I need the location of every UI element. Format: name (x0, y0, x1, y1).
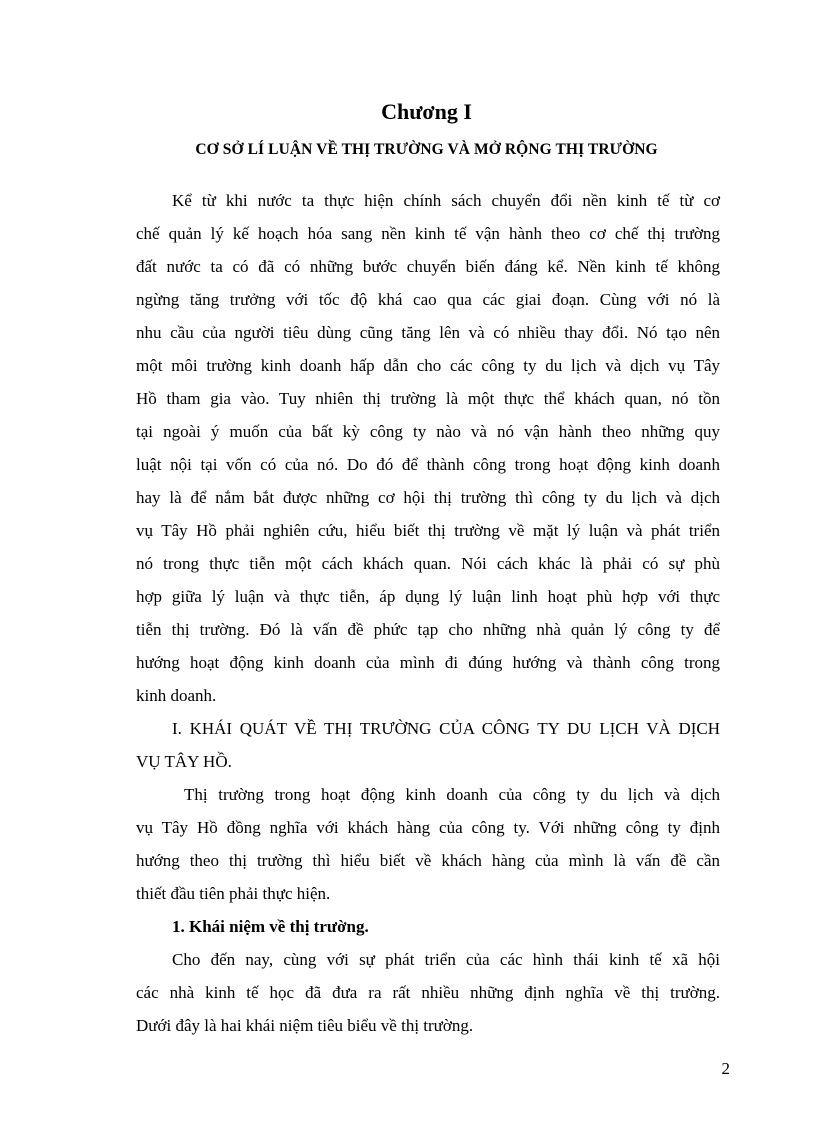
paragraph-line: Dưới đây là hai khái niệm tiêu biểu về thị trường. (136, 1016, 474, 1035)
paragraph-line: tiễn thị trường. Đó là vấn đề phức tạp cho những nhà quản lý công ty để (136, 620, 720, 639)
paragraph-line: các nhà kinh tế học đã đưa ra rất nhiều những định nghĩa về thị trường. (136, 983, 720, 1002)
paragraph-line: tại ngoài ý muốn của bất kỳ công ty nào và nó vận hành theo những quy (136, 422, 720, 441)
paragraph-line: nó trong thực tiễn một cách khách quan. Nói cách khác là phải có sự phù (136, 554, 720, 573)
paragraph-line: Kể từ khi nước ta thực hiện chính sách chuyển đổi nền kinh tế từ cơ (172, 191, 720, 210)
paragraph-line: một môi trường kinh doanh hấp dẫn cho các công ty du lịch và dịch vụ Tây (136, 356, 720, 375)
paragraph-line: hay là để nắm bắt được những cơ hội thị trường thì công ty du lịch và dịch (136, 488, 720, 507)
paragraph-line: vụ Tây Hồ đồng nghĩa với khách hàng của công ty. Với những công ty định (136, 818, 720, 837)
paragraph-line: Cho đến nay, cùng với sự phát triển của các hình thái kinh tế xã hội (172, 950, 720, 969)
paragraph-line: Hồ tham gia vào. Tuy nhiên thị trường là một thực thể khách quan, nó tồn (136, 389, 720, 408)
page-number: 2 (721, 1059, 730, 1078)
paragraph-line: Thị trường trong hoạt động kinh doanh của công ty du lịch và dịch (184, 785, 720, 804)
chapter-subtitle: CƠ SỞ LÍ LUẬN VỀ THỊ TRƯỜNG VÀ MỞ RỘNG THỊ TRƯỜNG (195, 141, 658, 158)
paragraph-line: thiết đầu tiên phải thực hiện. (136, 884, 331, 903)
subsection-heading: 1. Khái niệm về thị trường. (172, 917, 369, 936)
paragraph-line: kinh doanh. (136, 686, 217, 705)
paragraph-line: ngừng tăng trưởng với tốc độ khá cao qua các giai đoạn. Cùng với nó là (136, 290, 720, 309)
section-heading-line: I. KHÁI QUÁT VỀ THỊ TRƯỜNG CỦA CÔNG TY DU LỊCH VÀ DỊCH (172, 719, 720, 738)
paragraph-line: hợp giữa lý luận và thực tiễn, áp dụng lý luận linh hoạt phù hợp với thực (136, 587, 720, 606)
paragraph-line: hướng hoạt động kinh doanh của mình đi đúng hướng và thành công trong (136, 653, 720, 672)
section-heading-line: VỤ TÂY HỒ. (136, 752, 232, 771)
paragraph-line: nhu cầu của người tiêu dùng cũng tăng lên và có nhiều thay đổi. Nó tạo nên (136, 323, 720, 342)
chapter-title: Chương I (381, 99, 472, 124)
paragraph-line: luật nội tại vốn có của nó. Do đó để thành công trong hoạt động kinh doanh (136, 455, 720, 474)
paragraph-line: đất nước ta có đã có những bước chuyển biến đáng kể. Nền kinh tế không (136, 257, 720, 276)
paragraph-line: hướng theo thị trường thì hiểu biết về khách hàng của mình là vấn đề cần (136, 851, 720, 870)
paragraph-line: chế quản lý kế hoạch hóa sang nền kinh tế vận hành theo cơ chế thị trường (136, 224, 720, 243)
paragraph-line: vụ Tây Hồ phải nghiên cứu, hiểu biết thị trường về mặt lý luận và phát triển (136, 521, 720, 540)
